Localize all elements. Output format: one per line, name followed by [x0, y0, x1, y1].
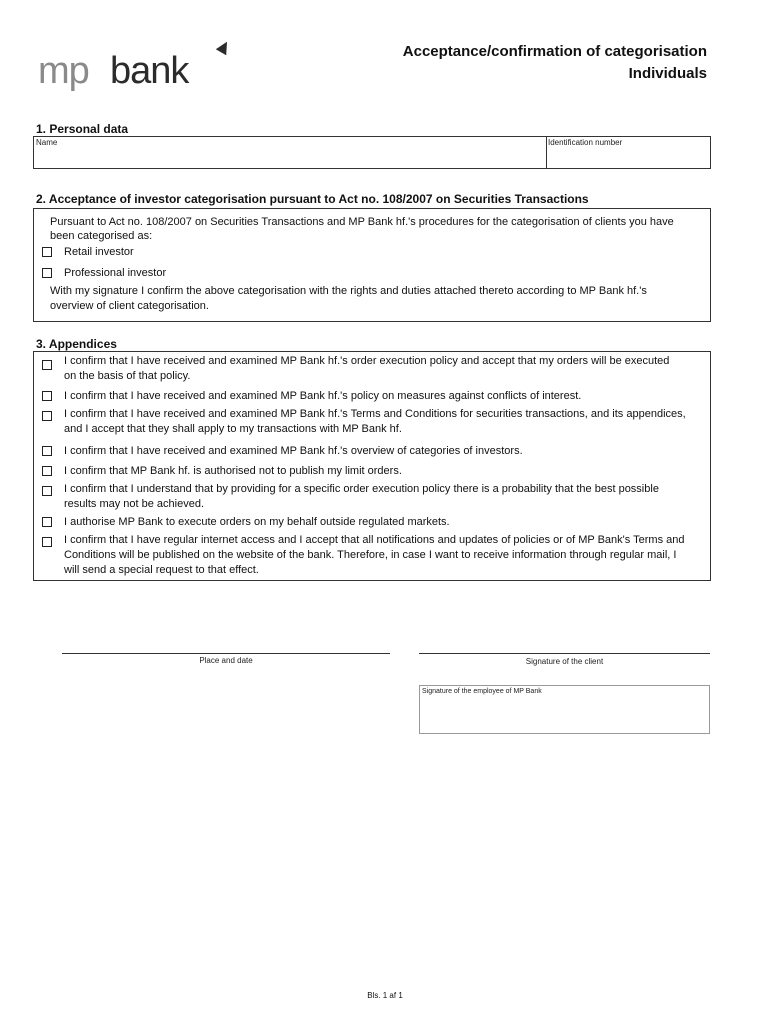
- appendix-item-8-line2: Conditions will be published on the website of the bank. Therefore, in case I want to receive information through regular mail, I: [64, 549, 677, 561]
- mp-bank-logo: [38, 38, 238, 93]
- appendix-item-3-line1: I confirm that I have received and examined MP Bank hf.'s Terms and Conditions for securities transactions, and its appendices,: [64, 408, 686, 420]
- appendix-checkbox-7[interactable]: [42, 517, 52, 527]
- name-field[interactable]: [36, 147, 544, 167]
- appendix-item-8: [64, 533, 684, 578]
- appendix-item-3: [64, 407, 686, 437]
- logo-mp-text: mp: [38, 50, 89, 92]
- categorisation-outro-line2: overview of client categorisation.: [50, 300, 209, 312]
- appendix-item-2: I confirm that I have received and examined MP Bank hf.'s policy on measures against conflicts of interest.: [64, 390, 582, 402]
- appendix-checkbox-2[interactable]: [42, 391, 52, 401]
- appendix-item-4: I confirm that I have received and examined MP Bank hf.'s overview of categories of investors.: [64, 445, 523, 457]
- appendices-box: [33, 351, 711, 581]
- appendix-checkbox-4[interactable]: [42, 446, 52, 456]
- personal-data-box: [33, 136, 711, 169]
- appendix-item-3-line2: and I accept that they shall apply to my transactions with MP Bank hf.: [64, 423, 402, 435]
- id-label: Identification number: [548, 138, 623, 147]
- categorisation-intro-line1: Pursuant to Act no. 108/2007 on Securities Transactions and MP Bank hf.'s procedures for the categorisation of clients you have: [50, 216, 674, 228]
- categorisation-outro-line1: With my signature I confirm the above categorisation with the rights and duties attached thereto according to MP Bank hf.'s: [50, 285, 647, 297]
- place-date-line[interactable]: [62, 653, 390, 654]
- logo-bank-text: bank: [110, 50, 189, 92]
- section1-heading: 1. Personal data: [36, 122, 129, 136]
- place-date-label: Place and date: [199, 656, 253, 665]
- page-number: Bls. 1 af 1: [367, 991, 403, 1000]
- appendix-item-8-line1: I confirm that I have regular internet access and I accept that all notifications and updates of policies or of MP Bank's Terms and: [64, 534, 685, 546]
- appendix-item-7: I authorise MP Bank to execute orders on my behalf outside regulated markets.: [64, 516, 450, 528]
- appendix-item-1: [64, 354, 669, 384]
- professional-investor-checkbox[interactable]: [42, 268, 52, 278]
- appendix-item-6-line1: I confirm that I understand that by providing for a specific order execution policy there is a probability that the best possible: [64, 483, 659, 495]
- client-signature-label: Signature of the client: [525, 657, 604, 666]
- logo-accent-icon: [216, 39, 232, 55]
- appendix-item-8-line3: will send a special request to that effect.: [64, 564, 259, 576]
- id-number-field[interactable]: [549, 147, 707, 167]
- personal-data-divider: [546, 137, 547, 168]
- appendix-checkbox-3[interactable]: [42, 411, 52, 421]
- section2-heading: 2. Acceptance of investor categorisation pursuant to Act no. 108/2007 on Securities Transactions: [36, 192, 589, 206]
- appendix-checkbox-6[interactable]: [42, 486, 52, 496]
- appendix-item-6-line2: results may not be achieved.: [64, 498, 205, 510]
- appendix-checkbox-5[interactable]: [42, 466, 52, 476]
- categorisation-box: [33, 208, 711, 322]
- title-line-1: Acceptance/confirmation of categorisation: [402, 43, 707, 60]
- document-title: [403, 41, 707, 85]
- retail-investor-checkbox[interactable]: [42, 247, 52, 257]
- name-label: Name: [36, 138, 58, 147]
- appendix-checkbox-8[interactable]: [42, 537, 52, 547]
- categorisation-intro-line2: been categorised as:: [50, 230, 153, 242]
- employee-signature-box[interactable]: [419, 685, 710, 734]
- employee-signature-label: Signature of the employee of MP Bank: [422, 688, 542, 695]
- section3-heading: 3. Appendices: [36, 337, 117, 351]
- title-line-2: Individuals: [628, 65, 707, 82]
- retail-investor-label: Retail investor: [64, 246, 134, 258]
- appendix-item-1-line1: I confirm that I have received and examined MP Bank hf.'s order execution policy and accept that my orders will be executed: [64, 355, 670, 367]
- client-signature-line[interactable]: [419, 653, 710, 654]
- appendix-item-6: [64, 482, 659, 512]
- professional-investor-label: Professional investor: [64, 267, 167, 279]
- appendix-checkbox-1[interactable]: [42, 360, 52, 370]
- appendix-item-1-line2: on the basis of that policy.: [64, 370, 191, 382]
- appendix-item-5: I confirm that MP Bank hf. is authorised not to publish my limit orders.: [64, 465, 402, 477]
